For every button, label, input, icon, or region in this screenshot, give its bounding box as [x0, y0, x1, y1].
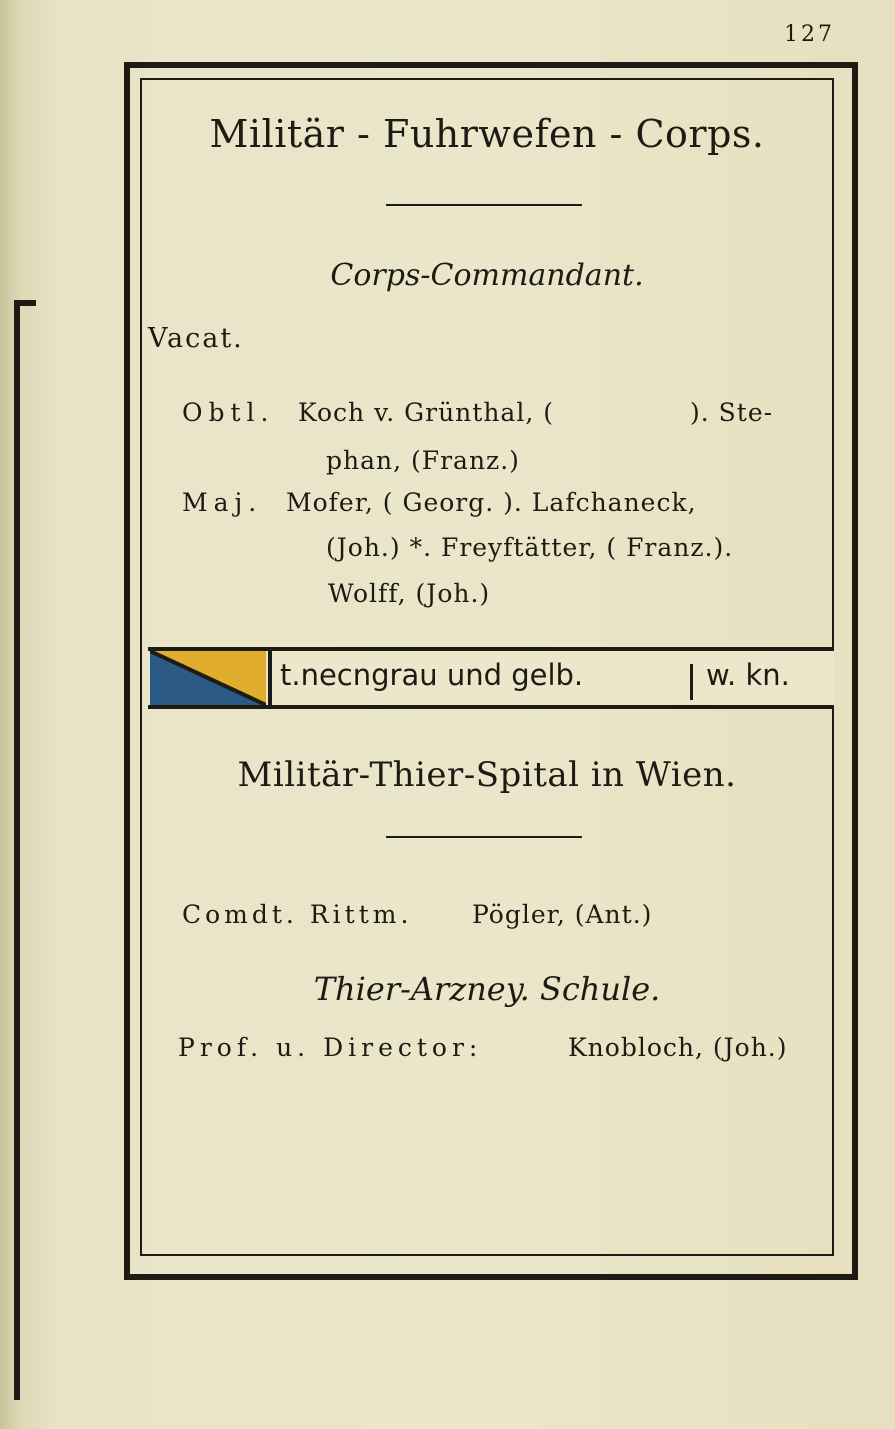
commander-heading: Corps-Commandant. — [330, 258, 644, 293]
page-number: 127 — [784, 22, 835, 47]
commandant-rank: Comdt. Rittm. — [182, 900, 413, 929]
school-heading: Thier-Arzney. Schule. — [313, 970, 661, 1008]
vacancy-note: Vacat. — [148, 323, 244, 354]
hospital-divider — [386, 836, 582, 838]
officer-entry-cont: phan, (Franz.) — [326, 446, 520, 475]
uniform-color-swatch — [150, 651, 266, 705]
section-heading: Militär - Fuhrwefen - Corps. — [209, 112, 765, 156]
officer-entry-cont: ). Ste- — [690, 398, 774, 427]
uniform-buttons: w. kn. — [706, 658, 790, 692]
band-separator — [268, 651, 272, 705]
director-name: Knobloch, (Joh.) — [568, 1033, 788, 1062]
officer-entry: Mofer, ( Georg. ). Lafchaneck, — [286, 488, 697, 517]
officer-rank: Maj. — [182, 488, 263, 517]
band-separator — [690, 664, 693, 700]
officer-entry-cont: Wolff, (Joh.) — [328, 579, 491, 608]
uniform-facing-color: t.necngrau und gelb. — [280, 658, 584, 692]
commandant-name: Pögler, (Ant.) — [472, 900, 653, 929]
director-title: Prof. u. Director: — [178, 1033, 483, 1062]
officer-entry: Koch v. Grünthal, ( — [298, 398, 554, 427]
left-margin-rule — [14, 300, 20, 1400]
officer-rank: Obtl. — [182, 398, 275, 427]
heading-divider — [386, 204, 582, 206]
left-margin-tick — [14, 300, 36, 306]
officer-entry-cont: (Joh.) *. Freyftätter, ( Franz.). — [326, 533, 734, 562]
hospital-heading: Militär-Thier-Spital in Wien. — [237, 755, 737, 795]
